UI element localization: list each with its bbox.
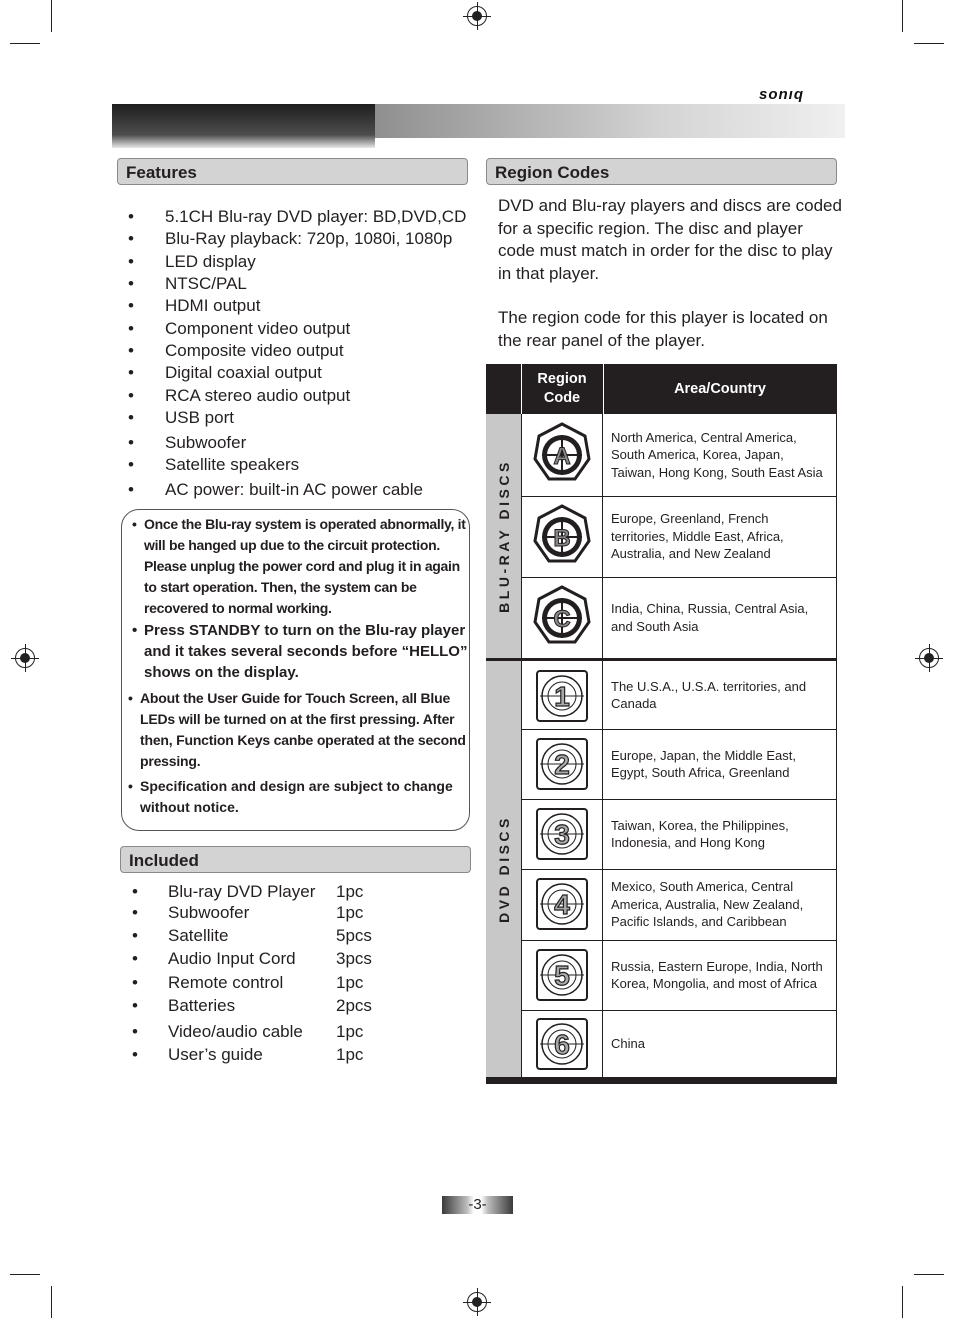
code-cell	[521, 496, 603, 577]
crop-mark	[51, 1286, 52, 1318]
header-divider	[603, 364, 604, 414]
crop-mark	[902, 0, 903, 32]
region-2-icon	[521, 729, 603, 799]
code-cell	[521, 869, 603, 940]
region-b-icon	[521, 496, 603, 577]
crop-mark	[902, 1286, 903, 1318]
region-4-icon	[521, 869, 603, 940]
region-code-label: 2	[554, 749, 570, 780]
region-code-label: C	[553, 606, 571, 633]
crop-mark	[914, 1274, 944, 1275]
region-6-icon	[521, 1010, 603, 1077]
region-1-icon	[521, 661, 603, 729]
registration-mark-icon	[467, 6, 487, 26]
dvd-side-label: DVD DISCS	[495, 815, 512, 923]
region-paragraph: DVD and Blu-ray players and discs are coded for a specific region. The disc and player code must match in order for the disc to play in that player.	[498, 196, 842, 283]
code-cell	[521, 1010, 603, 1077]
area-cell: The U.S.A., U.S.A. territories, and Canada	[611, 678, 807, 711]
registration-mark-icon	[467, 1292, 487, 1312]
area-cell: Mexico, South America, Central America, Australia, New Zealand, Pacific Islands, and Caribbean	[611, 879, 804, 930]
crop-mark	[51, 0, 52, 32]
region-code-table	[486, 364, 837, 1084]
brand-logo: sonıq	[759, 86, 804, 103]
registration-mark-icon	[919, 648, 939, 668]
bluray-side-label: BLU-RAY DISCS	[495, 459, 512, 613]
region-code-label: 3	[554, 819, 570, 850]
crop-mark	[10, 43, 40, 44]
header-divider	[521, 364, 522, 414]
column-header: Region Code	[537, 371, 587, 406]
header-banner-dark	[112, 104, 375, 148]
page-number: -3-	[442, 1196, 513, 1214]
area-cell: Europe, Japan, the Middle East, Egypt, South Africa, Greenland	[611, 747, 797, 780]
region-codes-heading: Region Codes	[486, 158, 837, 185]
area-cell: China	[611, 1035, 645, 1051]
region-code-label: 1	[554, 681, 570, 712]
region-c-icon	[521, 577, 603, 658]
included-heading: Included	[120, 846, 471, 873]
code-cell	[521, 661, 603, 729]
area-cell: India, China, Russia, Central Asia, and South Asia	[611, 601, 809, 634]
region-code-label: 4	[554, 889, 570, 920]
code-cell	[521, 799, 603, 869]
registration-mark-icon	[15, 648, 35, 668]
region-code-label: A	[553, 443, 571, 470]
region-code-label: 6	[554, 1029, 570, 1060]
region-code-label: 5	[554, 960, 570, 991]
code-cell	[521, 940, 603, 1010]
region-3-icon	[521, 799, 603, 869]
table-right-border	[836, 364, 837, 1084]
crop-mark	[10, 1274, 40, 1275]
region-5-icon	[521, 940, 603, 1010]
crop-mark	[914, 43, 944, 44]
note-item: • About the User Guide for Touch Screen, all Blue LEDs will be turned on at the first pressing. After then, Function Keys canbe operated at the second pressing.	[128, 690, 466, 769]
area-cell: North America, Central America, South America, Korea, Japan, Taiwan, Hong Kong, South East Asia	[611, 429, 823, 480]
code-cell	[521, 414, 603, 496]
area-cell: Taiwan, Korea, the Philippines, Indonesia, and Hong Kong	[611, 817, 789, 850]
features-heading: Features	[117, 158, 468, 185]
note-item: • Press STANDBY to turn on the Blu-ray player and it takes several seconds before “HELLO” shows on the display.	[132, 622, 468, 681]
code-cell	[521, 729, 603, 799]
area-cell: Russia, Eastern Europe, India, North Korea, Mongolia, and most of Africa	[611, 958, 823, 991]
region-paragraph: The region code for this player is located on the rear panel of the player.	[498, 308, 828, 350]
note-item: • Once the Blu-ray system is operated abnormally, it will be hanged up due to the circuit protection. Please unplug the power cord and plug it in again to start operation. Then, the system can be recovered to normal working.	[132, 516, 466, 616]
column-header: Area/Country	[674, 381, 766, 397]
table-bottom-bar	[486, 1077, 837, 1084]
code-cell	[521, 577, 603, 658]
region-a-icon	[521, 414, 603, 496]
region-code-label: B	[553, 525, 571, 552]
area-cell: Europe, Greenland, French territories, Middle East, Africa, Australia, and New Zealand	[611, 511, 784, 562]
note-item: • Specification and design are subject to change without notice.	[128, 778, 453, 815]
